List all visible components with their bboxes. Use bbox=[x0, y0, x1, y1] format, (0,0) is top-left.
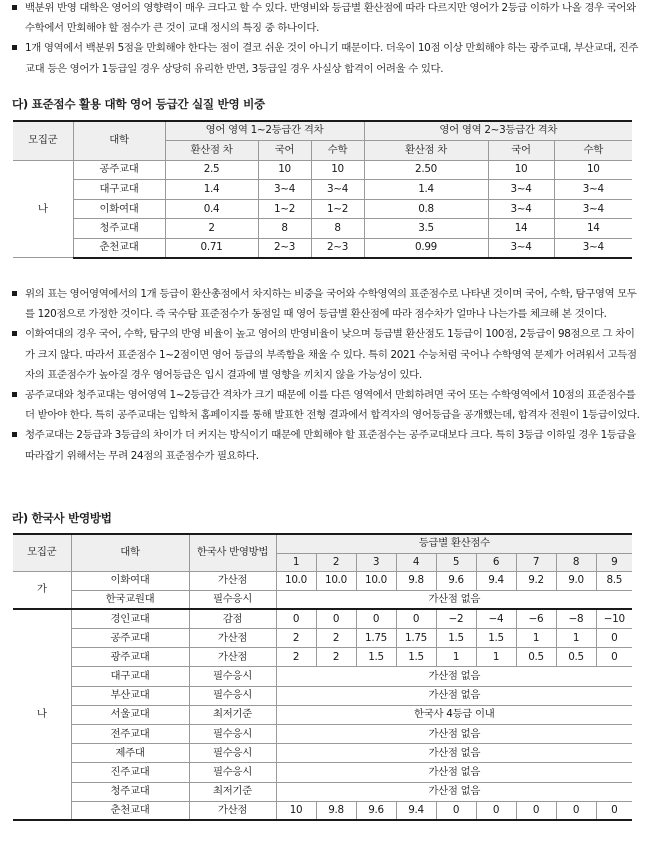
note-cell: 가산점 없음 bbox=[276, 725, 632, 744]
grade-score-cell: 10 bbox=[276, 801, 316, 820]
grade-score-cell: 0 bbox=[556, 801, 596, 820]
grade-score-cell: 1.5 bbox=[356, 648, 396, 667]
grade-header-cell: 6 bbox=[476, 553, 516, 571]
subheader-cell: 환산점 차 bbox=[165, 140, 258, 160]
table-row bbox=[13, 725, 632, 744]
grade-score-cell: 0 bbox=[276, 609, 316, 628]
grade-score-cell: 9.8 bbox=[396, 571, 436, 590]
method-cell: 최저기준 bbox=[189, 782, 276, 801]
grade-score-cell: 0 bbox=[316, 609, 356, 628]
univ-cell: 대구교대 bbox=[71, 667, 189, 686]
univ-cell: 한국교원대 bbox=[71, 590, 189, 609]
value-cell: 14 bbox=[554, 219, 632, 239]
table-row bbox=[13, 705, 632, 724]
grade-score-cell: 9.6 bbox=[356, 801, 396, 820]
grade-score-cell: 0.5 bbox=[516, 648, 556, 667]
method-cell: 필수응시 bbox=[189, 725, 276, 744]
bullet-item bbox=[10, 0, 640, 38]
univ-cell: 공주교대 bbox=[73, 160, 165, 180]
grade-score-cell: 2 bbox=[276, 648, 316, 667]
value-cell: 3~4 bbox=[488, 180, 554, 200]
header-grade-gap-1-2: 영어 영역 1~2등급간 격차 bbox=[165, 121, 364, 140]
univ-cell: 청주교대 bbox=[71, 782, 189, 801]
grade-score-cell: −4 bbox=[476, 609, 516, 628]
subheader-cell: 국어 bbox=[258, 140, 311, 160]
univ-cell: 청주교대 bbox=[73, 219, 165, 239]
square-bullet-icon bbox=[12, 331, 17, 336]
square-bullet-icon bbox=[12, 392, 17, 397]
value-cell: 3~4 bbox=[311, 180, 364, 200]
grade-score-cell: 0 bbox=[516, 801, 556, 820]
value-cell: 3~4 bbox=[488, 238, 554, 258]
table-row bbox=[13, 609, 632, 628]
grade-score-cell: 10.0 bbox=[276, 571, 316, 590]
header-grade-scores: 등급별 환산점수 bbox=[276, 534, 632, 553]
table-row bbox=[13, 744, 632, 763]
univ-cell: 대구교대 bbox=[73, 180, 165, 200]
grade-score-cell: 1.5 bbox=[436, 629, 476, 648]
table-row bbox=[13, 629, 632, 648]
header-univ: 대학 bbox=[73, 121, 165, 160]
grade-score-cell: 0 bbox=[476, 801, 516, 820]
group-cell: 가 bbox=[13, 571, 71, 609]
grade-score-cell: 0 bbox=[596, 629, 632, 648]
note-cell: 가산점 없음 bbox=[276, 744, 632, 763]
univ-cell: 춘천교대 bbox=[71, 801, 189, 820]
grade-score-cell: 2 bbox=[276, 629, 316, 648]
grade-score-cell: 0 bbox=[396, 609, 436, 628]
bullet-item bbox=[10, 284, 640, 324]
method-cell: 필수응시 bbox=[189, 744, 276, 763]
grade-score-cell: 1.75 bbox=[356, 629, 396, 648]
value-cell: 8 bbox=[258, 219, 311, 239]
grade-header-cell: 4 bbox=[396, 553, 436, 571]
grade-header-cell: 7 bbox=[516, 553, 556, 571]
grade-score-cell: 0 bbox=[596, 648, 632, 667]
grade-score-cell: 1.5 bbox=[476, 629, 516, 648]
grade-score-cell: 10.0 bbox=[316, 571, 356, 590]
header-group: 모집군 bbox=[13, 534, 71, 571]
value-cell: 10 bbox=[554, 160, 632, 180]
value-cell: 0.71 bbox=[165, 238, 258, 258]
value-cell: 3~4 bbox=[258, 180, 311, 200]
bullet-text: 공주교대와 청주교대는 영어영역 1~2등급간 격차가 크기 때문에 이를 다른 영역에서 만회하려면 국어 또는 수학영역에서 10점의 표준점수를 더 받아야 한다. 특히 공주교대는 입학처 홈페이지를 통해 발표한 전형 결과에서 합격자의 영어등급을 공개했는데, 합격자 전원이 1등급이었다. bbox=[25, 389, 640, 422]
value-cell: 3~4 bbox=[554, 199, 632, 219]
grade-score-cell: −8 bbox=[556, 609, 596, 628]
table-row bbox=[13, 801, 632, 820]
grade-header-cell: 5 bbox=[436, 553, 476, 571]
value-cell: 3~4 bbox=[554, 238, 632, 258]
grade-score-cell: 9.4 bbox=[476, 571, 516, 590]
value-cell: 2~3 bbox=[258, 238, 311, 258]
english-grade-weight-table bbox=[13, 120, 632, 259]
method-cell: 감점 bbox=[189, 609, 276, 628]
grade-header-cell: 3 bbox=[356, 553, 396, 571]
method-cell: 필수응시 bbox=[189, 686, 276, 705]
square-bullet-icon bbox=[12, 432, 17, 437]
section-d-title: 다) 표준점수 활용 대학 영어 등급간 실질 반영 비중 bbox=[12, 97, 265, 111]
note-cell: 가산점 없음 bbox=[276, 763, 632, 782]
value-cell: 0.8 bbox=[364, 199, 488, 219]
header-method: 한국사 반영방법 bbox=[189, 534, 276, 571]
table-row bbox=[13, 648, 632, 667]
value-cell: 10 bbox=[258, 160, 311, 180]
table-row bbox=[13, 590, 632, 609]
subheader-cell: 수학 bbox=[554, 140, 632, 160]
bullet-text: 1개 영역에서 백분위 5점을 만회해야 한다는 점이 결코 쉬운 것이 아니기 때문이다. 더욱이 10점 이상 만회해야 하는 광주교대, 부산교대, 진주교대 등은 영어가 1등급일 경우 상당히 유리한 반면, 3등급일 경우 사실상 합격이 어려울 수 있다. bbox=[25, 42, 639, 75]
table-row bbox=[13, 238, 632, 258]
univ-cell: 제주대 bbox=[71, 744, 189, 763]
table-row bbox=[13, 219, 632, 239]
grade-score-cell: 1.5 bbox=[396, 648, 436, 667]
value-cell: 8 bbox=[311, 219, 364, 239]
analysis-bullet-list bbox=[10, 284, 640, 466]
value-cell: 1~2 bbox=[258, 199, 311, 219]
value-cell: 0.4 bbox=[165, 199, 258, 219]
table-row bbox=[13, 782, 632, 801]
univ-cell: 전주교대 bbox=[71, 725, 189, 744]
square-bullet-icon bbox=[12, 291, 17, 296]
grade-score-cell: −10 bbox=[596, 609, 632, 628]
subheader-cell: 수학 bbox=[311, 140, 364, 160]
bullet-text: 백분위 반영 대학은 영어의 영향력이 매우 크다고 할 수 있다. 반영비와 등급별 환산점에 따라 다르지만 영어가 2등급 이하가 나올 경우 국어와 수학에서 만회해야 할 점수가 큰 것이 교대 정시의 특징 중 하나이다. bbox=[25, 2, 636, 35]
value-cell: 10 bbox=[311, 160, 364, 180]
grade-header-cell: 2 bbox=[316, 553, 356, 571]
method-cell: 필수응시 bbox=[189, 763, 276, 782]
grade-score-cell: 1.75 bbox=[396, 629, 436, 648]
grade-score-cell: 0 bbox=[356, 609, 396, 628]
value-cell: 3.5 bbox=[364, 219, 488, 239]
grade-score-cell: 0 bbox=[436, 801, 476, 820]
value-cell: 0.99 bbox=[364, 238, 488, 258]
group-cell: 나 bbox=[13, 160, 73, 258]
value-cell: 3~4 bbox=[488, 199, 554, 219]
grade-score-cell: 9.6 bbox=[436, 571, 476, 590]
grade-score-cell: 1 bbox=[476, 648, 516, 667]
note-cell: 가산점 없음 bbox=[276, 667, 632, 686]
value-cell: 3~4 bbox=[554, 180, 632, 200]
square-bullet-icon bbox=[12, 45, 17, 50]
grade-score-cell: 1 bbox=[436, 648, 476, 667]
grade-header-cell: 8 bbox=[556, 553, 596, 571]
value-cell: 2~3 bbox=[311, 238, 364, 258]
grade-score-cell: 0 bbox=[596, 801, 632, 820]
top-bullet-list bbox=[10, 0, 640, 79]
grade-score-cell: 2 bbox=[316, 648, 356, 667]
method-cell: 필수응시 bbox=[189, 667, 276, 686]
table-row bbox=[13, 763, 632, 782]
method-cell: 가산점 bbox=[189, 571, 276, 590]
note-cell: 한국사 4등급 이내 bbox=[276, 705, 632, 724]
bullet-item bbox=[10, 38, 640, 78]
method-cell: 가산점 bbox=[189, 648, 276, 667]
value-cell: 1.4 bbox=[364, 180, 488, 200]
univ-cell: 광주교대 bbox=[71, 648, 189, 667]
bullet-text: 이화여대의 경우 국어, 수학, 탐구의 반영 비율이 높고 영어의 반영비율이 낮으며 등급별 환산점도 1등급이 100점, 2등급이 98점으로 그 차이가 크지 않다. 따라서 표준점수 1~2점이면 영어 등급의 부족함을 채울 수 있다. 특히 2021 수능처럼 국어나 수학영역 문제가 어려워서 고득점자의 표준점수가 높아질 경우 영어등급은 입시 결과에 별 영향을 끼치지 않을 가능성이 있다. bbox=[25, 328, 637, 381]
grade-score-cell: 9.8 bbox=[316, 801, 356, 820]
section-ra-title: 라) 한국사 반영방법 bbox=[12, 511, 112, 525]
grade-score-cell: 10.0 bbox=[356, 571, 396, 590]
korean-history-table bbox=[13, 533, 632, 821]
univ-cell: 이화여대 bbox=[71, 571, 189, 590]
header-grade-gap-2-3: 영어 영역 2~3등급간 격차 bbox=[364, 121, 632, 140]
grade-score-cell: 9.2 bbox=[516, 571, 556, 590]
note-cell: 가산점 없음 bbox=[276, 782, 632, 801]
header-univ: 대학 bbox=[71, 534, 189, 571]
value-cell: 2.50 bbox=[364, 160, 488, 180]
group-cell: 나 bbox=[13, 609, 71, 820]
table-row bbox=[13, 160, 632, 180]
value-cell: 2 bbox=[165, 219, 258, 239]
bullet-text: 청주교대는 2등급과 3등급의 차이가 더 커지는 방식이기 때문에 만회해야 할 표준점수는 공주교대보다 크다. 특히 3등급 이하일 경우 1등급을 따라잡기 위해서는 무려 24점의 표준점수가 필요하다. bbox=[25, 429, 636, 462]
grade-score-cell: 1 bbox=[556, 629, 596, 648]
grade-score-cell: −2 bbox=[436, 609, 476, 628]
grade-score-cell: 2 bbox=[316, 629, 356, 648]
header-group: 모집군 bbox=[13, 121, 73, 160]
table-row bbox=[13, 667, 632, 686]
grade-score-cell: 9.4 bbox=[396, 801, 436, 820]
note-cell: 가산점 없음 bbox=[276, 686, 632, 705]
value-cell: 2.5 bbox=[165, 160, 258, 180]
univ-cell: 서울교대 bbox=[71, 705, 189, 724]
table-row bbox=[13, 199, 632, 219]
grade-score-cell: 1 bbox=[516, 629, 556, 648]
value-cell: 14 bbox=[488, 219, 554, 239]
method-cell: 최저기준 bbox=[189, 705, 276, 724]
bullet-item bbox=[10, 385, 640, 425]
method-cell: 필수응시 bbox=[189, 590, 276, 609]
univ-cell: 진주교대 bbox=[71, 763, 189, 782]
value-cell: 10 bbox=[488, 160, 554, 180]
grade-score-cell: 8.5 bbox=[596, 571, 632, 590]
subheader-cell: 국어 bbox=[488, 140, 554, 160]
grade-score-cell: 9.0 bbox=[556, 571, 596, 590]
value-cell: 1~2 bbox=[311, 199, 364, 219]
subheader-cell: 환산점 차 bbox=[364, 140, 488, 160]
table-row bbox=[13, 686, 632, 705]
univ-cell: 이화여대 bbox=[73, 199, 165, 219]
method-cell: 가산점 bbox=[189, 801, 276, 820]
square-bullet-icon bbox=[12, 5, 17, 10]
method-cell: 가산점 bbox=[189, 629, 276, 648]
grade-score-cell: −6 bbox=[516, 609, 556, 628]
univ-cell: 경인교대 bbox=[71, 609, 189, 628]
bullet-item bbox=[10, 425, 640, 465]
table-row bbox=[13, 571, 632, 590]
bullet-text: 위의 표는 영어영역에서의 1개 등급이 환산총점에서 차지하는 비중을 국어와 수학영역의 표준점수로 나타낸 것이며 국어, 수학, 탐구영역 모두를 120점으로 가정한 것이다. 즉 국수탐 표준점수가 동점일 때 영어 등급별 환산점에 따라 점수차가 얼마나 나는가를 체크해 본 것이다. bbox=[25, 288, 637, 321]
univ-cell: 춘천교대 bbox=[73, 238, 165, 258]
note-cell: 가산점 없음 bbox=[276, 590, 632, 609]
value-cell: 1.4 bbox=[165, 180, 258, 200]
grade-header-cell: 1 bbox=[276, 553, 316, 571]
grade-header-cell: 9 bbox=[596, 553, 632, 571]
table-row bbox=[13, 180, 632, 200]
bullet-item bbox=[10, 324, 640, 385]
grade-score-cell: 0.5 bbox=[556, 648, 596, 667]
univ-cell: 부산교대 bbox=[71, 686, 189, 705]
univ-cell: 공주교대 bbox=[71, 629, 189, 648]
